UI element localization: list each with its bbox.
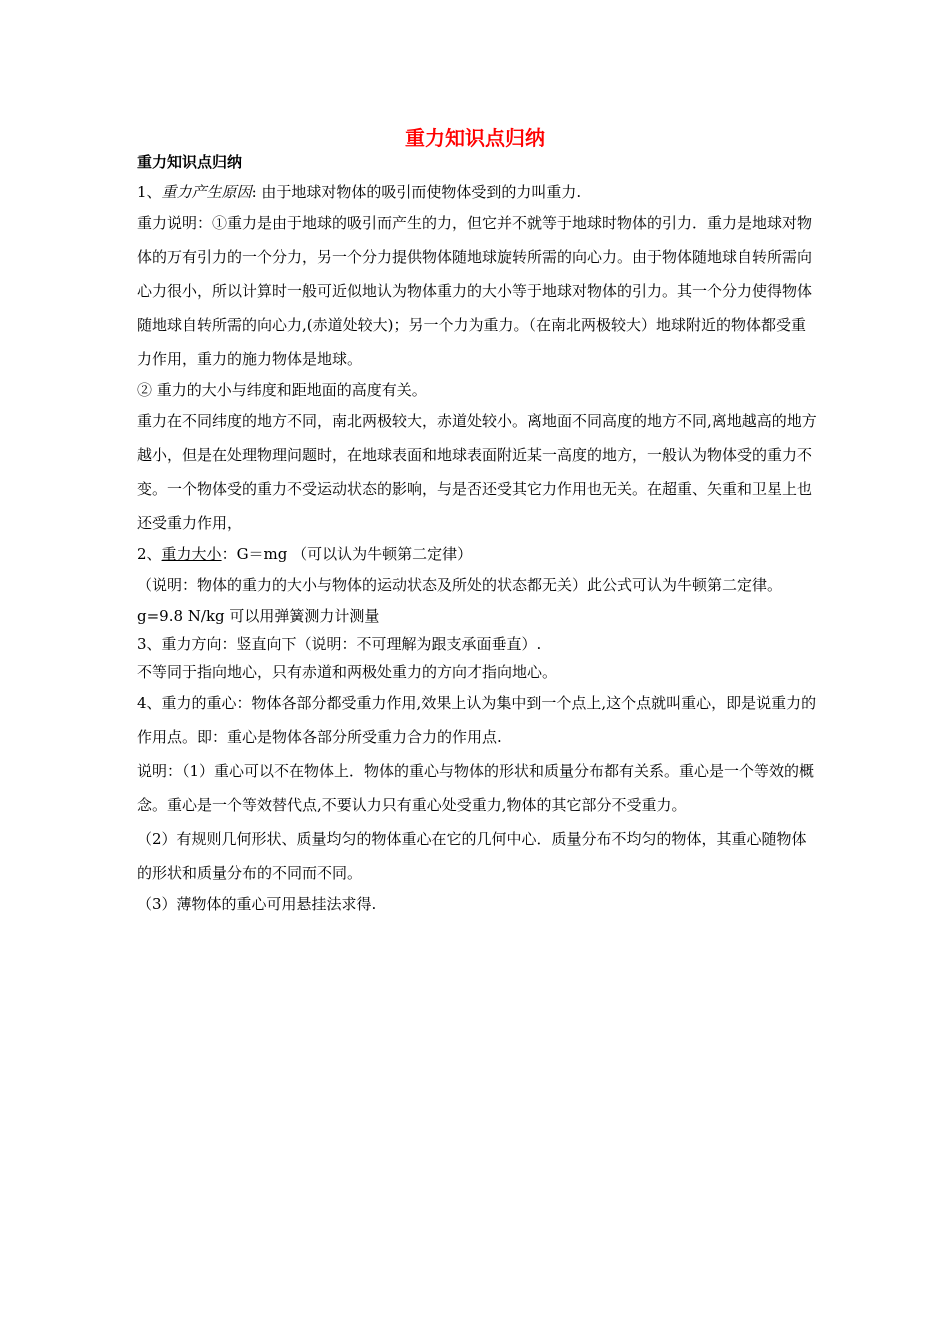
- document-body: [137, 150, 817, 918]
- term-gravity-cause: 重力产生原因: [161, 183, 252, 201]
- paragraph-direction-note: 不等同于指向地心，只有赤道和两极处重力的方向才指向地心。: [137, 663, 558, 681]
- paragraph-direction: 3、重力方向：竖直向下（说明：不可理解为跟支承面垂直）.: [137, 635, 542, 653]
- paragraph-note-1: 说明：（1）重心可以不在物体上．物体的重心与物体的形状和质量分布都有关系。重心是一个等效的概念。重心是一个等效替代点,不要认力只有重心处受重力,物体的其它部分不受重力。: [137, 762, 815, 814]
- definition-text: : 由于地球对物体的吸引而使物体受到的力叫重力.: [251, 183, 582, 201]
- paragraph-magnitude-note: （说明：物体的重力的大小与物体的运动状态及所处的状态都无关）此公式可认为牛顿第二定律。: [137, 576, 783, 594]
- item-number: 1、: [137, 183, 162, 201]
- paragraph-magnitude: [137, 540, 817, 568]
- paragraph-note-3: （3）薄物体的重心可用悬挂法求得.: [137, 895, 377, 913]
- paragraph-latitude: 重力在不同纬度的地方不同，南北两极较大，赤道处较小。离地面不同高度的地方不同,离地越高的地方越小，但是在处理物理问题时，在地球表面和地球表面附近某一高度的地方，一般认为物体受的重力不变。一个物体受的重力不受运动状态的影响，与是否还受其它力作用也无关。在超重、矢重和卫星上也还受重力作用，: [137, 412, 817, 532]
- formula-text: ：G＝mg （可以认为牛顿第二定律）: [221, 545, 473, 563]
- paragraph-explanation: 重力说明：①重力是由于地球的吸引而产生的力，但它并不就等于地球时物体的引力．重力是地球对物体的万有引力的一个分力，另一个分力提供物体随地球旋转所需的向心力。由于物体随地球自转所需向心力很小，所以计算时一般可近似地认为物体重力的大小等于地球对物体的引力。其一个分力使得物体随地球自转所需的向心力,(赤道处较大)；另一个力为重力。（在南北两极较大）地球附近的物体都受重力作用，重力的施力物体是地球。: [137, 214, 813, 368]
- paragraph-g-value: g=9.8 N/kg 可以用弹簧测力计测量: [137, 607, 380, 625]
- term-gravity-magnitude: 重力大小: [161, 545, 222, 563]
- paragraph-center-of-gravity: 4、重力的重心：物体各部分都受重力作用,效果上认为集中到一个点上,这个点就叫重心，即是说重力的作用点。即：重心是物体各部分所受重力合力的作用点.: [137, 694, 817, 746]
- section-heading: 重力知识点归纳: [137, 153, 243, 171]
- paragraph-cause: [137, 178, 817, 206]
- document-title: 重力知识点归纳: [405, 126, 545, 150]
- paragraph-item-2: ② 重力的大小与纬度和距地面的高度有关。: [137, 381, 427, 399]
- item-number: 2、: [137, 545, 162, 563]
- paragraph-note-2: （2）有规则几何形状、质量均匀的物体重心在它的几何中心．质量分布不均匀的物体，其重心随物体的形状和质量分布的不同而不同。: [137, 830, 807, 882]
